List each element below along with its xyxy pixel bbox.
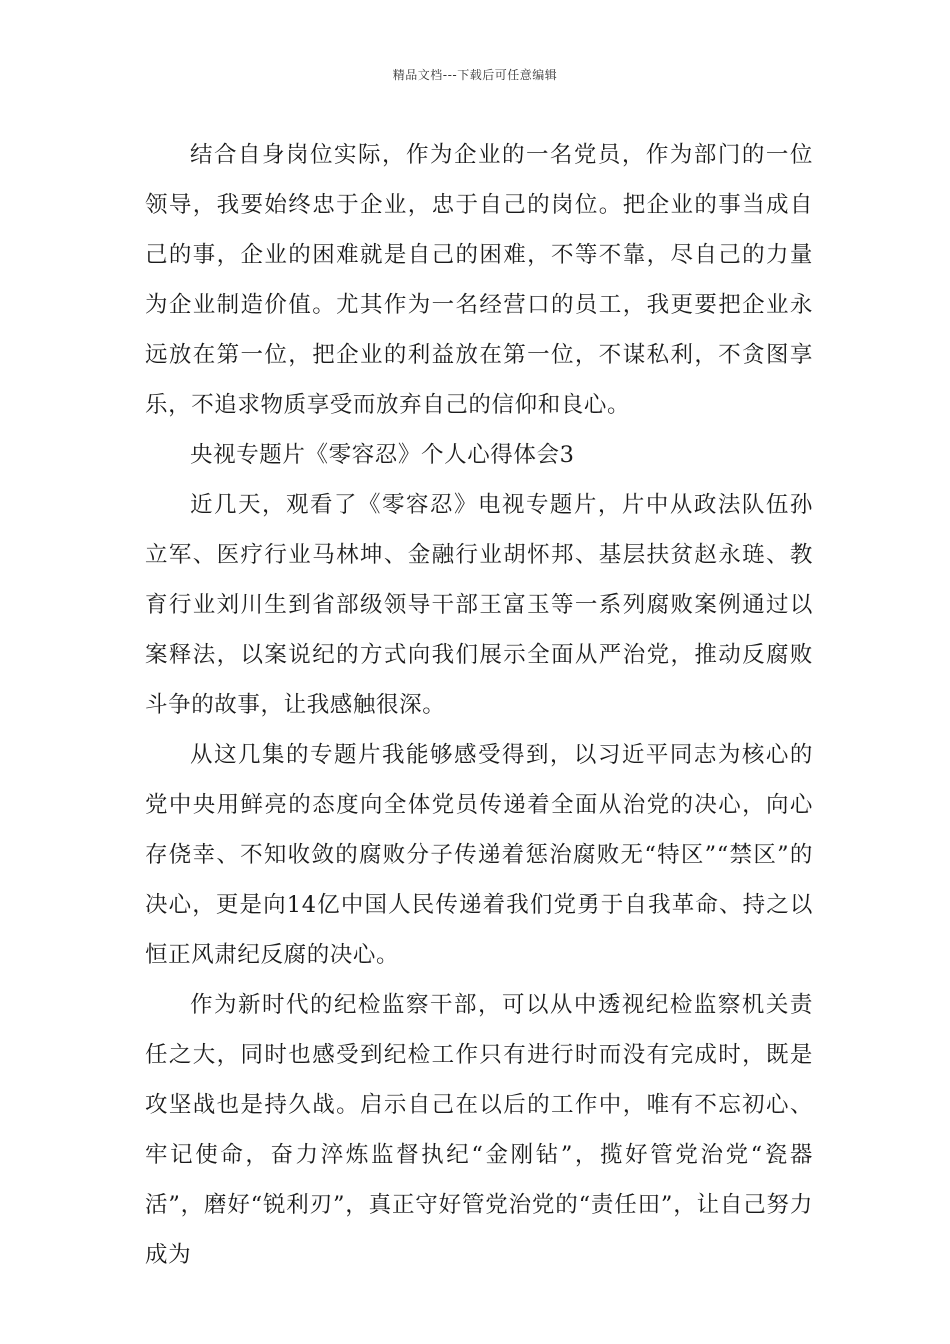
document-body bbox=[145, 130, 813, 1280]
section-heading: 央视专题片《零容忍》个人心得体会3 bbox=[190, 442, 575, 468]
paragraph-4: 作为新时代的纪检监察干部，可以从中透视纪检监察机关责任之大，同时也感受到纪检工作只有进行时而没有完成时，既是攻坚战也是持久战。启示自己在以后的工作中，唯有不忘初心、牢记使命，奋力淬炼监督执纪“金刚钻”，揽好管党治党“瓷器活”，磨好“锐利刃”，真正守好管党治党的“责任田”，让自己努力成为 bbox=[145, 992, 813, 1268]
paragraph-3: 从这几集的专题片我能够感受得到，以习近平同志为核心的党中央用鲜亮的态度向全体党员传递着全面从治党的决心，向心存侥幸、不知收敛的腐败分子传递着惩治腐败无“特区”“禁区”的决心，更是向14亿中国人民传递着我们党勇于自我革命、持之以恒正风肃纪反腐的决心。 bbox=[145, 742, 813, 968]
page-header: 精品文档---下载后可任意编辑 bbox=[392, 68, 558, 82]
paragraph-2: 近几天，观看了《零容忍》电视专题片，片中从政法队伍孙立军、医疗行业马林坤、金融行业胡怀邦、基层扶贫赵永琏、教育行业刘川生到省部级领导干部王富玉等一系列腐败案例通过以案释法，以案说纪的方式向我们展示全面从严治党，推动反腐败斗争的故事，让我感触很深。 bbox=[145, 492, 813, 718]
paragraph-1: 结合自身岗位实际，作为企业的一名党员，作为部门的一位领导，我要始终忠于企业，忠于自己的岗位。把企业的事当成自己的事，企业的困难就是自己的困难，不等不靠，尽自己的力量为企业制造价值。尤其作为一名经营口的员工，我更要把企业永远放在第一位，把企业的利益放在第一位，不谋私利，不贪图享乐，不追求物质享受而放弃自己的信仰和良心。 bbox=[145, 142, 813, 418]
